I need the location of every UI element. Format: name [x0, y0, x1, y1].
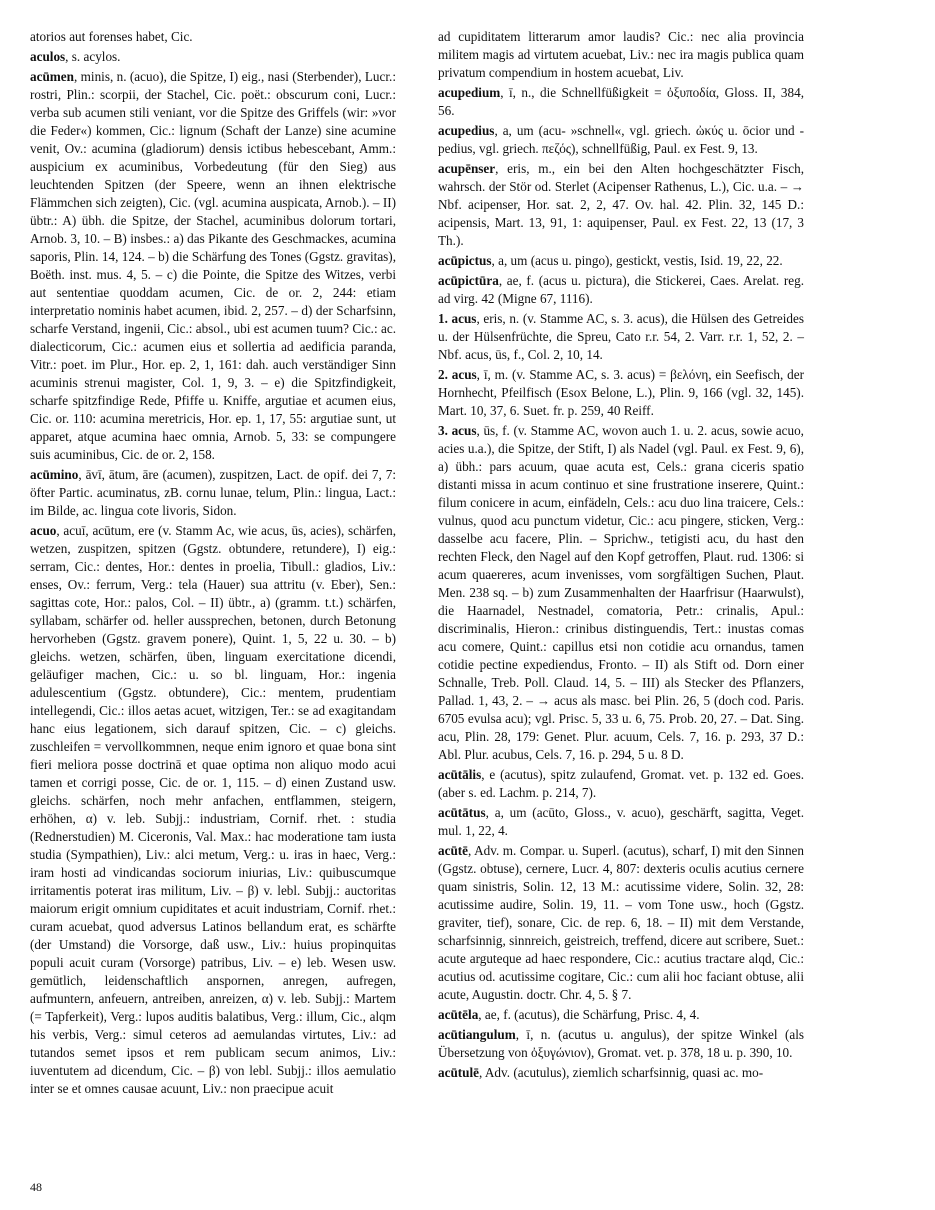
dictionary-entry: acūtiangulum, ī, n. (acutus u. angulus), der spitze Winkel (als Übersetzung von ὀξυγώνιον), Gromat. vet. p. 378, 18 u. p. 390, 10.	[438, 1027, 804, 1060]
dictionary-entry: 2. acus, ī, m. (v. Stamme AC, s. 3. acus) = βελόνη, ein Seefisch, der Hornhecht, Pfeilfisch (Esox Belone, L.), Plin. 9, 166 (vgl. 32, 145). Mart. 10, 37, 6. Suet. fr. p. 259, 40 Reiff.	[438, 367, 804, 418]
dictionary-entry: atorios aut forenses habet, Cic.	[30, 29, 193, 44]
dictionary-entry: acūtēla, ae, f. (acutus), die Schärfung, Prisc. 4, 4.	[438, 1007, 700, 1022]
dictionary-entry: 3. acus, ūs, f. (v. Stamme AC, wovon auch 1. u. 2. acus, sowie acuo, acies u.a.), die Spitze, der Stift, I) als Nadel (vgl. Paul. ex Fest. 9, 6), a) übh.: pars acuum, quae acuta est, Cels.: grana ciceris spatio distanti missa in acum continuo et sine frustratione inserere, Quint.: filum conicere in acum, einfädeln, Cels.: acu duo lina traicere, Cels.: vulnus, quod acu punctum videtur, Cic.: acu pingere, sticken, Verg.: dasselbe acu facere, Plin. – Sprichw., tetigisti acu, du hast den rechten Fleck, den Nagel auf den Kopf getroffen, Plaut. rud. 1306: si acum quaereres, acum invenisses, vom sorgfältigen Suchen, Plaut. Men. 238 sq. – b) zum Zusammenhalten der Haarfrisur (Haarwulst), die Haarnadel, Nestnadel, comatoria, Petr.: crinalis, Apul.: discriminalis, Hieron.: crinibus distinguendis, Tert.: inustas comas acu comere, Quint.: capillus etsi non cotidie acu ornandus, tamen cotidie pectine expediendus, Fronto. – II) als Stift od. Dorn einer Schnalle, Treb. Poll. Claud. 14, 5. – III) als Stecker des Pflanzers, Pallad. 1, 43, 2. – → acus als masc. bei Plin. 26, 5 (doch cod. Paris. 6705 evulsa acu); vgl. Prisc. 5, 33 u. 6, 75. Prob. 20, 27. – Dat. Sing. acu, Plin. 28, 179: Genet. Plur. acuum, Cels. 7, 16. p. 293, 37 D.: Abl. Plur. acubus, Cels. 7, 16. p. 294, 5 u. 8 D.	[438, 423, 804, 762]
dictionary-entry: acūpictūra, ae, f. (acus u. pictura), die Stickerei, Caes. Arelat. reg. ad virg. 42 (Migne 67, 1116).	[438, 273, 804, 306]
page-number: 48	[30, 1180, 42, 1194]
dictionary-entry: acupedius, a, um (acu- »schnell«, vgl. griech. ὠκύς u. ōcior und -pedius, vgl. griech. πεζός), schnellfüßig, Paul. ex Fest. 9, 13.	[438, 123, 804, 156]
dictionary-entry: aculos, s. acylos.	[30, 49, 121, 64]
dictionary-entry: ad cupiditatem litterarum amor laudis? Cic.: nec alia provincia militem magis ad virtutem acuebat, Liv.: nec ira magis publica quam privatum compendium in hostem acuebat, Liv.	[438, 29, 804, 80]
dictionary-entry: acūtātus, a, um (acūto, Gloss., v. acuo), geschärft, sagitta, Veget. mul. 1, 22, 4.	[438, 805, 804, 838]
dictionary-entry: acūtālis, e (acutus), spitz zulaufend, Gromat. vet. p. 132 ed. Goes. (aber s. ed. Lachm. p. 214, 7).	[438, 767, 804, 800]
dictionary-entry: acuo, acuī, acūtum, ere (v. Stamm Ac, wie acus, ūs, acies), schärfen, wetzen, zuspitzen, spitzen (Ggstz. obtundere, retundere), I) eig.: serram, Cic.: dentes, Hor.: dentes in proelia, Tibull.: gladios, Liv.: enses, Ov.: ferrum, Verg.: tela (Hauer) sua attritu (v. Eber), Sen.: sagittas cote, Hor.: palos, Col. – II) übtr., a) (gramm. t.t.) schärfen, syllabam, schärfer od. heller aussprechen, betonen, durch Betonung hervorheben (Ggstz. gravem ponere), Quint. 1, 5, 22 u. 30. – b) gleichs. wetzen, schärfen, üben, linguam exercitatione dicendi, geläufiger machen, Cic.: u. so bl. linguam, Hor.: ingenia adulescentium (Ggstz. obtundere), Cic.: mentem, prudentiam intellegendi, Cic.: illos aetas acuet, witzigen, Ter.: se ad exagitandam hanc eius legationem, sich darauf spitzen, Cic. – c) gleichs. zuschleifen = vervollkommnen, neque enim ignoro et quae bona sint fieri meliora posse doctrinā et quae optima non aliquo modo acui tamen et corrigi posse, Cic. de or. 1, 115. – d) einen Zustand usw. gleichs. schärfen, noch mehr anfachen, entflammen, steigern, erhöhen, α) v. leb. Subjj.: industriam, Cornif. rhet. : studia (Rednerstudien) M. Ciceronis, Val. Max.: hac moderatione tam iusta studia (Sympathien), Liv.: alci metum, Verg.: u. iras in haec, Verg.: iram hosti ad vindicandas sociorum iniurias, Liv.: quibuscumque irritamentis poterat iras militum, Liv. – β) v. lebl. Subjj.: auctoritas maiorum erigit omnium cupiditates et acuit industriam, Cornif. rhet.: curam acuebat, quod adversus Latinos bellandum erat, es schärfte (der Umstand) die Vorsorge, daß usw., Liv.: huius propinquitas populi acuit curam (Vorsorge) patribus, Liv. – e) leb. Wesen usw. gemütlich, leidenschaftlich anspornen, anregen, aufregen, aufmuntern, anfeuern, antreiben, anreizen, α) v. leb. Subjj.: Martem (= Tapferkeit), Verg.: lupos auditis balatibus, Verg.: illum, Cic., alqm his verbis, Verg.: simul ceteros ad aemulandas virtutes, Liv.: ad tutandos semet ipsos et rem publicam secum animos, Liv.: iuventutem ad dicendum, Cic. – β) von lebl. Subjj.: illos aemulatio inter se et omnes causae acuunt, Liv.: non praecipue acuit	[30, 523, 396, 1096]
left-column	[30, 28, 396, 1100]
dictionary-entry: acūtē, Adv. m. Compar. u. Superl. (acutus), scharf, I) mit den Sinnen (Ggstz. obtuse), cernere, Lucr. 4, 807: dexteris oculis acutius cernere quam sinistris, Solin. 12, 13 M.: acutissime videre, Solin. 32, 28: acutissime audire, Solin. 19, 11. – vom Tone usw., hoch (Ggstz. graviter, tief), sonare, Cic. de rep. 6, 18. – II) mit dem Verstande, scharfsinnig, sinnreich, geistreich, treffend, dicere aut scribere, Suet.: acute arguteque ad haec respondere, Cic.: acutius tractare alqd, Cic.: acutius od. acutissime cogitare, Cic.: cum alii hoc faciant obtuse, alii acute, Augustin. doctr. Chr. 4, 5. § 7.	[438, 843, 804, 1002]
dictionary-entry: acupēnser, eris, m., ein bei den Alten hochgeschätzter Fisch, wahrsch. der Stör od. Sterlet (Acipenser Rathenus, L.), Cic. u.a. – → Nbf. acipenser, Hor. sat. 2, 2, 47. Ov. hal. 42. Plin. 32, 145 D.: acipensis, Mart. 13, 91, 1: aquipenser, Paul. ex Fest. 22, 13 (17, 3 Th.).	[438, 161, 804, 248]
dictionary-entry: acūpictus, a, um (acus u. pingo), gestickt, vestis, Isid. 19, 22, 22.	[438, 253, 783, 268]
right-column	[438, 28, 804, 1084]
dictionary-entry: acūmen, minis, n. (acuo), die Spitze, I) eig., nasi (Sterbender), Lucr.: rostri, Plin.: scorpii, der Stachel, Cic. poët.: obscurum coni, Lucr.: verba sub acumen stili veniant, vor die Spitze des Griffels (wir: »vor die Feder«) kommen, Cic.: lignum (Schaft der Lanze) sine acumine venit, Ov.: acumina (gladiorum) densis ictibus hebescebant, Amm.: auspicium ex acuminibus, Vorbedeutung (für den Sieg) aus leuchtenden Spitzen (der Speere, wenn an ihnen elektrische Flämmchen sich zeigten), Cic. (vgl. acumina auspicata, Arnob.). – II) übtr.: A) übh. die Spitze, der Stachel, acuminibus dolorum tortari, Arnob. 3, 10. – B) insbes.: a) das Pikante des Geschmackes, acumina saporis, Plin. 14, 124. – b) die Schärfung des Tones (Ggstz. gravitas), Boëth. inst. mus. 4, 5. – c) die Pointe, die Spitze des Witzes, verbi aut sententiae quoddam acumen, Cic. de or. 2, 244: etiam interpretatio nominis habet acumen, ibid. 2, 257. – d) der Scharfsinn, scharfe Verstand, ingenii, Cic.: absol., ubi est acumen tuum? Cic.: ac. dialecticorum, Cic.: acumen eius et sollertia ad aedificia paranda, Vitr.: poet. im Plur., Hor. ep. 2, 1, 161: dah. auch verständiger Sinn acuminis strenui magister, Col. 1, 9, 3. – e) die Spitzfindigkeit, scharfe spitzfindige Rede, Pfiffe u. Kniffe, argutiae et acumen eius, Cic. or. 110: acumina meretricis, Hor. ep. 1, 17, 55: argutiae sunt, ut apparet, atque acumina haec omnia, Arnob. 5, 33: se compungere suis acuminibus, Cic. de or. 2, 158.	[30, 69, 396, 462]
dictionary-entry: acupedium, ī, n., die Schnellfüßigkeit = ὀξυποδία, Gloss. II, 384, 56.	[438, 85, 804, 118]
dictionary-entry: 1. acus, eris, n. (v. Stamme AC, s. 3. acus), die Hülsen des Getreides u. der Hülsenfrüchte, die Spreu, Cato r.r. 54, 2. Varr. r.r. 1, 52, 2. – Nbf. acus, ūs, f., Col. 2, 10, 14.	[438, 311, 805, 362]
dictionary-entry: acūmino, āvī, ātum, āre (acumen), zuspitzen, Lact. de opif. dei 7, 7: öfter Partic. acuminatus, zB. cornu lunae, telum, Plin.: lingua, Lact.: im Bilde, ac. lingua cote livoris, Sidon.	[30, 467, 396, 518]
dictionary-entry: acūtulē, Adv. (acutulus), ziemlich scharfsinnig, quasi ac. mo-	[438, 1065, 764, 1080]
